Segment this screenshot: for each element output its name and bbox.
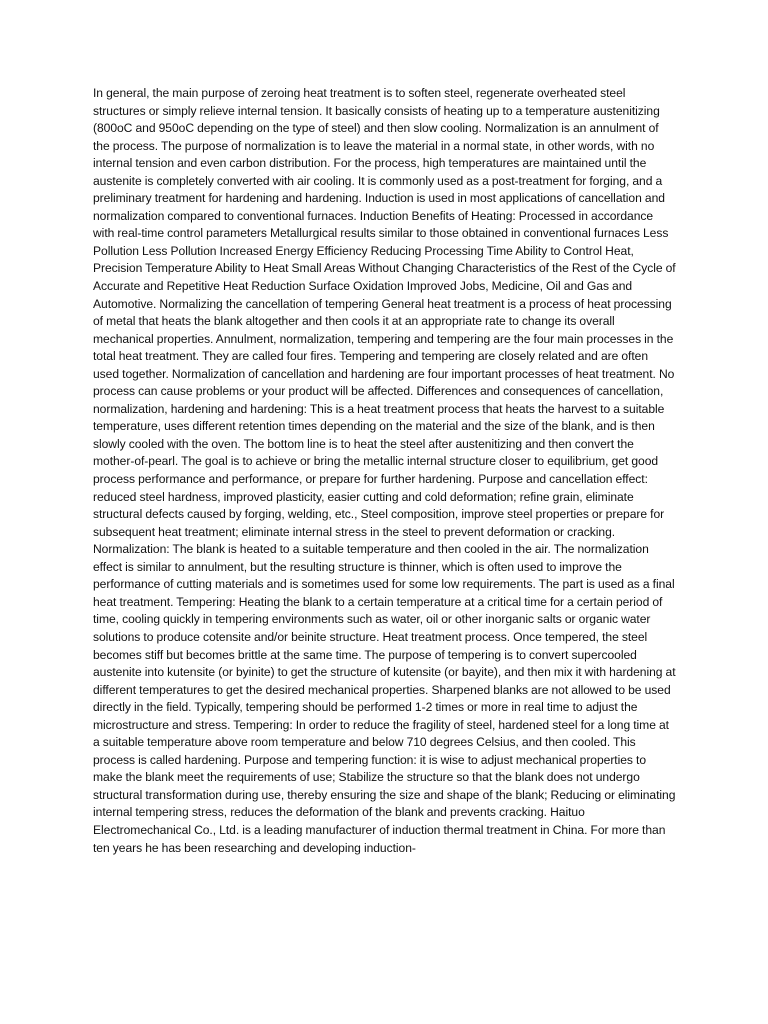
- document-page: [93, 85, 677, 857]
- body-paragraph: In general, the main purpose of zeroing heat treatment is to soften steel, regenerate overheated steel structures or simply relieve internal tension. It basically consists of heating up to a temperature austenitizing (800oC and 950oC depending on the type of steel) and then slow cooling. Normalization is an annulment of the process. The purpose of normalization is to leave the material in a normal state, in other words, with no internal tension and even carbon distribution. For the process, high temperatures are maintained until the austenite is completely converted with air cooling. It is commonly used as a post-treatment for forging, and a preliminary treatment for hardening and hardening. Induction is used in most applications of cancellation and normalization compared to conventional furnaces. Induction Benefits of Heating: Processed in accordance with real-time control parameters Metallurgical results similar to those obtained in conventional furnaces Less Pollution Less Pollution Increased Energy Efficiency Reducing Processing Time Ability to Control Heat, Precision Temperature Ability to Heat Small Areas Without Changing Characteristics of the Rest of the Cycle of Accurate and Repetitive Heat Reduction Surface Oxidation Improved Jobs, Medicine, Oil and Gas and Automotive. Normalizing the cancellation of tempering General heat treatment is a process of heat processing of metal that heats the blank altogether and then cools it at an appropriate rate to change its overall mechanical properties. Annulment, normalization, tempering and tempering are the four main processes in the total heat treatment. They are called four fires. Tempering and tempering are closely related and are often used together. Normalization of cancellation and hardening are four important processes of heat treatment. No process can cause problems or your product will be affected. Differences and consequences of cancellation, normalization, hardening and hardening: This is a heat treatment process that heats the harvest to a suitable temperature, uses different retention times depending on the material and the size of the blank, and is then slowly cooled with the oven. The bottom line is to heat the steel after austenitizing and then convert the mother-of-pearl. The goal is to achieve or bring the metallic internal structure closer to equilibrium, get good process performance and performance, or prepare for further hardening. Purpose and cancellation effect: reduced steel hardness, improved plasticity, easier cutting and cold deformation; refine grain, eliminate structural defects caused by forging, welding, etc., Steel composition, improve steel properties or prepare for subsequent heat treatment; eliminate internal stress in the steel to prevent deformation or cracking. Normalization: The blank is heated to a suitable temperature and then cooled in the air. The normalization effect is similar to annulment, but the resulting structure is thinner, which is often used to improve the performance of cutting materials and is sometimes used for some low requirements. The part is used as a final heat treatment. Tempering: Heating the blank to a certain temperature at a critical time for a certain period of time, cooling quickly in tempering environments such as water, oil or other inorganic salts or organic water solutions to produce cotensite and/or beinite structure. Heat treatment process. Once tempered, the steel becomes stiff but becomes brittle at the same time. The purpose of tempering is to convert supercooled austenite into kutensite (or byinite) to get the structure of kutensite (or bayite), and then mix it with hardening at different temperatures to get the desired mechanical properties. Sharpened blanks are not allowed to be used directly in the field. Typically, tempering should be performed 1-2 times or more in real time to adjust the microstructure and stress. Tempering: In order to reduce the fragility of steel, hardened steel for a long time at a suitable temperature above room temperature and below 710 degrees Celsius, and then cooled. This process is called hardening. Purpose and tempering function: it is wise to adjust mechanical properties to make the blank meet the requirements of use; Stabilize the structure so that the blank does not undergo structural transformation during use, thereby ensuring the size and shape of the blank; Reducing or eliminating internal tempering stress, reduces the deformation of the blank and prevents cracking. Haituo Electromechanical Co., Ltd. is a leading manufacturer of induction thermal treatment in China. For more than ten years he has been researching and developing induction-: [93, 86, 676, 855]
